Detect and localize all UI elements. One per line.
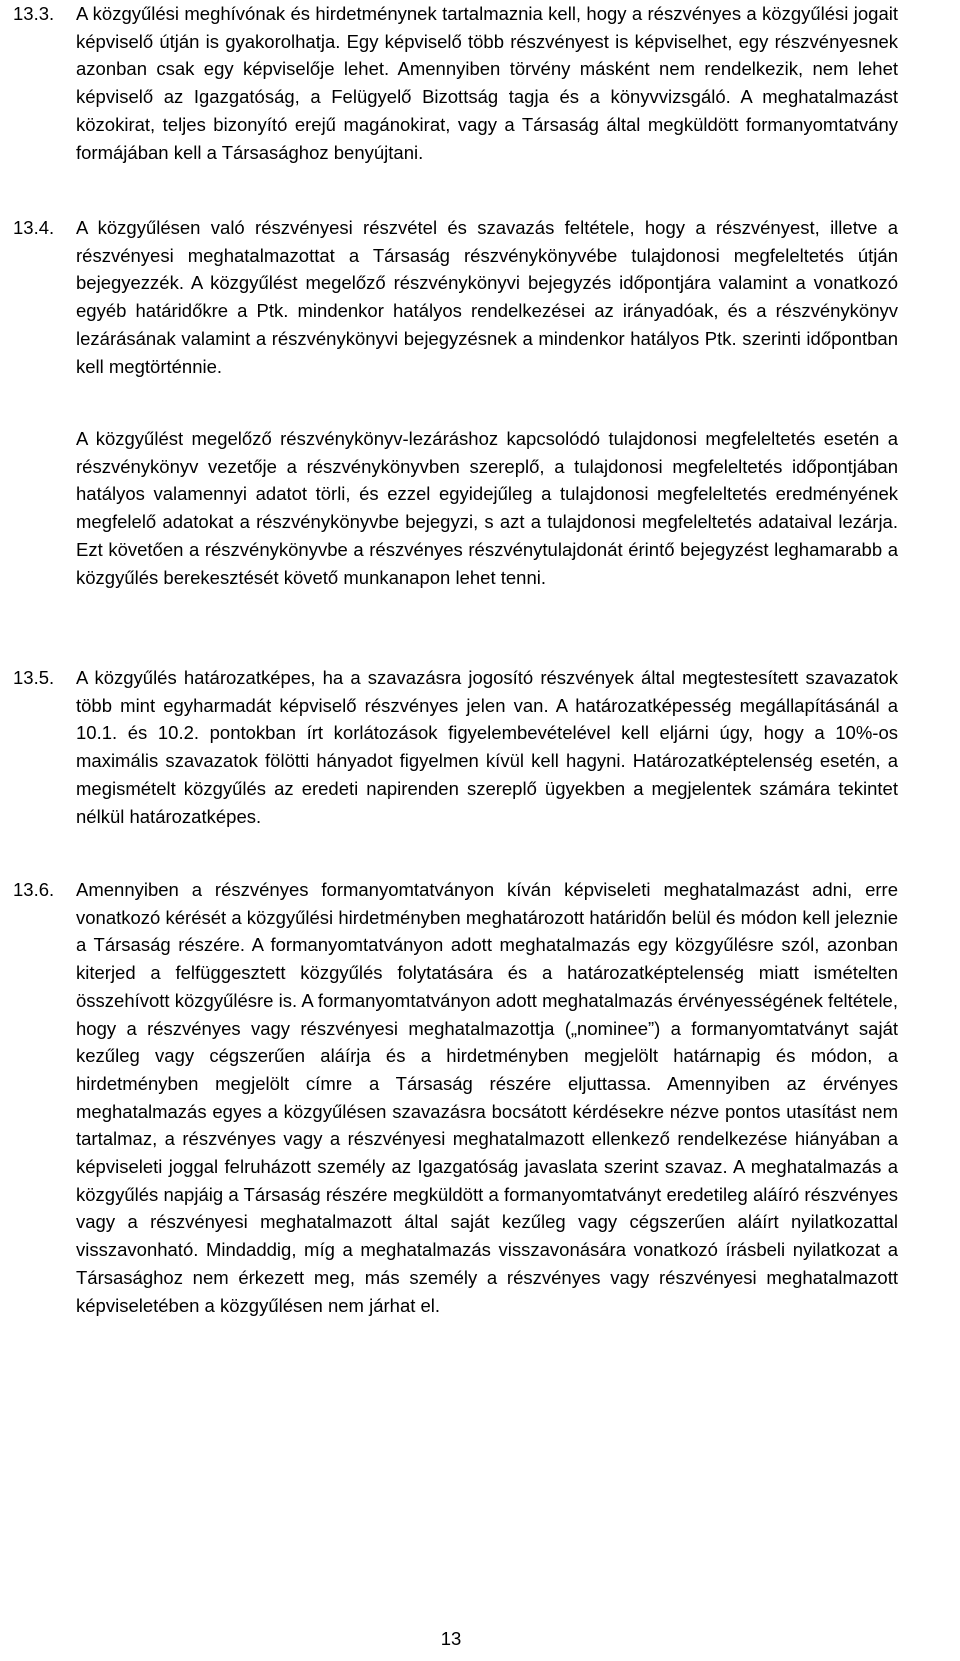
section-paragraph: A közgyűlésen való részvényesi részvétel és szavazás feltétele, hogy a részvényest, illetve a részvényesi meghatalmazottat a Társaság részvénykönyvébe tulajdonosi megfeleltetés útján bejegyezzék. A közgyűlést megelőző részvénykönyvi bejegyzés időpontjára valamint a vonatkozó egyéb határidőkre a Ptk. mindenkor hatályos rendelkezései az irányadóak, és a részvénykönyv lezárásának valamint a részvénykönyvi bejegyzésnek a mindenkor hatályos Ptk. szerinti időpontban kell megtörténnie. [76,217,898,377]
section-paragraph: A közgyűlést megelőző részvénykönyv-lezáráshoz kapcsolódó tulajdonosi megfeleltetés esetén a részvénykönyv vezetője a részvénykönyvben szereplő, a tulajdonosi megfeleltetés időpontjában hatályos valamennyi adatot törli, és ezzel egyidejűleg a tulajdonosi megfeleltetés eredményének megfelelő adatokat a részvénykönyvbe bejegyzi, s azt a tulajdonosi megfeleltetés adataival lezárja. Ezt követően a részvénykönyvbe a részvényes részvénytulajdonát érintő bejegyzést leghamarabb a közgyűlés berekesztését követő munkanapon lehet tenni. [76,428,898,588]
section-paragraph: Amennyiben a részvényes formanyomtatványon kíván képviseleti meghatalmazást adni, erre vonatkozó kérését a közgyűlési hirdetményben meghatározott határidőn belül és módon kell jeleznie a Társaság részére. A formanyomtatványon adott meghatalmazás egy közgyűlésre szól, azonban kiterjed a felfüggesztett közgyűlés folytatására és a határozatképtelenség miatt ismételten összehívott közgyűlésre is. A formanyomtatványon adott meghatalmazás érvényességének feltétele, hogy a részvényes vagy részvényesi meghatalmazottja („nominee”) a formanyomtatványt saját kezűleg vagy cégszerűen aláírja és a hirdetményben megjelölt határnapig és módon, a hirdetményben megjelölt címre a Társaság részére eljuttassa. Amennyiben az érvényes meghatalmazás egyes a közgyűlésen szavazásra bocsátott kérdésekre nézve pontos utasítást nem tartalmaz, a részvényes vagy a részvényesi meghatalmazott ellenkező rendelkezése hiányában a képviseleti joggal felruházott személy az Igazgatóság javaslata szerint szavaz. A meghatalmazás a közgyűlés napjáig a Társaság részére megküldött a formanyomtatványt eredetileg aláíró részvényes vagy a részvényesi meghatalmazott által saját kezűleg vagy cégszerűen aláírt nyilatkozattal visszavonható. Mindaddig, míg a meghatalmazás visszavonására vonatkozó írásbeli nyilatkozat a Társasághoz nem érkezett meg, más személy a részvényes vagy részvényesi meghatalmazott képviseletében a közgyűlésen nem járhat el. [76,879,898,1316]
section-paragraph: A közgyűlés határozatképes, ha a szavazásra jogosító részvények által megtestesített szavazatok több mint egyharmadát képviselő részvényes jelen van. A határozatképesség megállapításánál a 10.1. és 10.2. pontokban írt korlátozások figyelembevételével kell eljárni úgy, hogy a 10%-os maximális szavazatok fölötti hányadot figyelmen kívül kell hagyni. Határozatképtelenség esetén, a megismételt közgyűlés az eredeti napirenden szereplő ügyekben a megjelentek számára tekintet nélkül határozatképes. [76,667,898,827]
section-number: 13.4. [13,217,55,238]
section-number: 13.6. [13,879,55,900]
section-number: 13.5. [13,667,55,688]
section-number: 13.3. [13,3,55,24]
page-number: 13 [440,1628,462,1649]
section-paragraph: A közgyűlési meghívónak és hirdetménynek tartalmaznia kell, hogy a részvényes a közgyűlési jogait képviselő útján is gyakorolhatja. Egy képviselő több részvényest is képviselhet, egy részvényesnek azonban csak egy képviselője lehet. Amennyiben törvény másként nem rendelkezik, nem lehet képviselő az Igazgatóság, a Felügyelő Bizottság tagja és a könyvvizsgáló. A meghatalmazást közokirat, teljes bizonyító erejű magánokirat, vagy a Társaság által megküldött formanyomtatvány formájában kell a Társasághoz benyújtani. [76,3,898,163]
